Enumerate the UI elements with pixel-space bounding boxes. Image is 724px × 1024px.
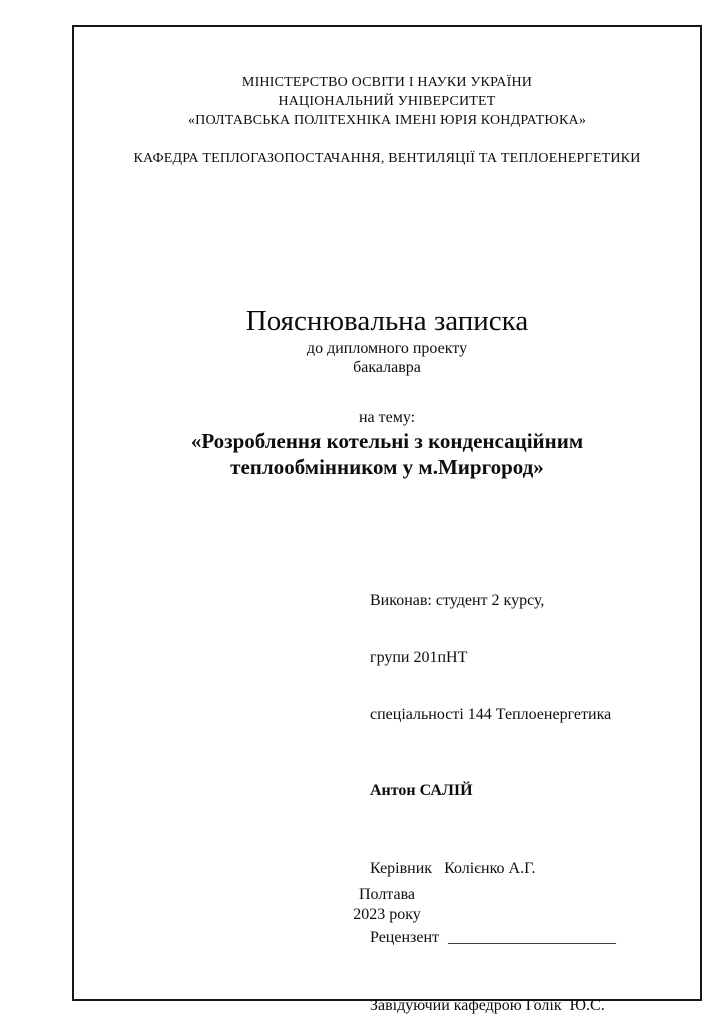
footer-block	[74, 885, 700, 925]
supervisor-line: Керівник Колієнко А.Г.	[370, 860, 536, 877]
topic-block	[74, 408, 700, 480]
reviewer-signature-blank: _____________________	[448, 929, 616, 946]
document-title-block	[74, 303, 700, 377]
document-subtitle-project: до дипломного проекту	[306, 340, 468, 357]
university-header	[74, 73, 700, 168]
topic-title-line2: теплообмінником у м.Миргород»	[230, 455, 544, 479]
author-block	[370, 553, 616, 1024]
document-title: Пояснювальна записка	[245, 305, 529, 337]
university-name-line: «ПОЛТАВСЬКА ПОЛІТЕХНІКА ІМЕНІ ЮРІЯ КОНДРАТЮКА»	[187, 113, 587, 128]
reviewer-line	[370, 928, 616, 947]
reviewer-label: Рецензент	[370, 929, 439, 946]
ministry-line: МІНІСТЕРСТВО ОСВІТИ І НАУКИ УКРАЇНИ	[241, 75, 533, 90]
footer-city: Полтава	[358, 886, 416, 903]
head-of-department-line: Завідуючий кафедрою Голік Ю.С.	[370, 997, 605, 1014]
page-border	[72, 25, 702, 1014]
topic-label: на тему:	[358, 409, 416, 426]
author-role-line: Виконав: студент 2 курсу,	[370, 592, 545, 609]
author-specialty-line: спеціальності 144 Теплоенергетика	[370, 706, 612, 723]
department-line: КАФЕДРА ТЕПЛОГАЗОПОСТАЧАННЯ, ВЕНТИЛЯЦІЇ ТА ТЕПЛОЕНЕРГЕТИКИ	[133, 151, 641, 166]
university-line: НАЦІОНАЛЬНИЙ УНІВЕРСИТЕТ	[278, 94, 496, 109]
author-group-line: групи 201пНТ	[370, 649, 468, 666]
footer-year: 2023 року	[353, 906, 421, 923]
author-name: Антон САЛІЙ	[370, 782, 473, 799]
topic-title-line1: «Розроблення котельні з конденсаційним	[190, 429, 584, 453]
document-subtitle-degree: бакалавра	[353, 359, 421, 376]
